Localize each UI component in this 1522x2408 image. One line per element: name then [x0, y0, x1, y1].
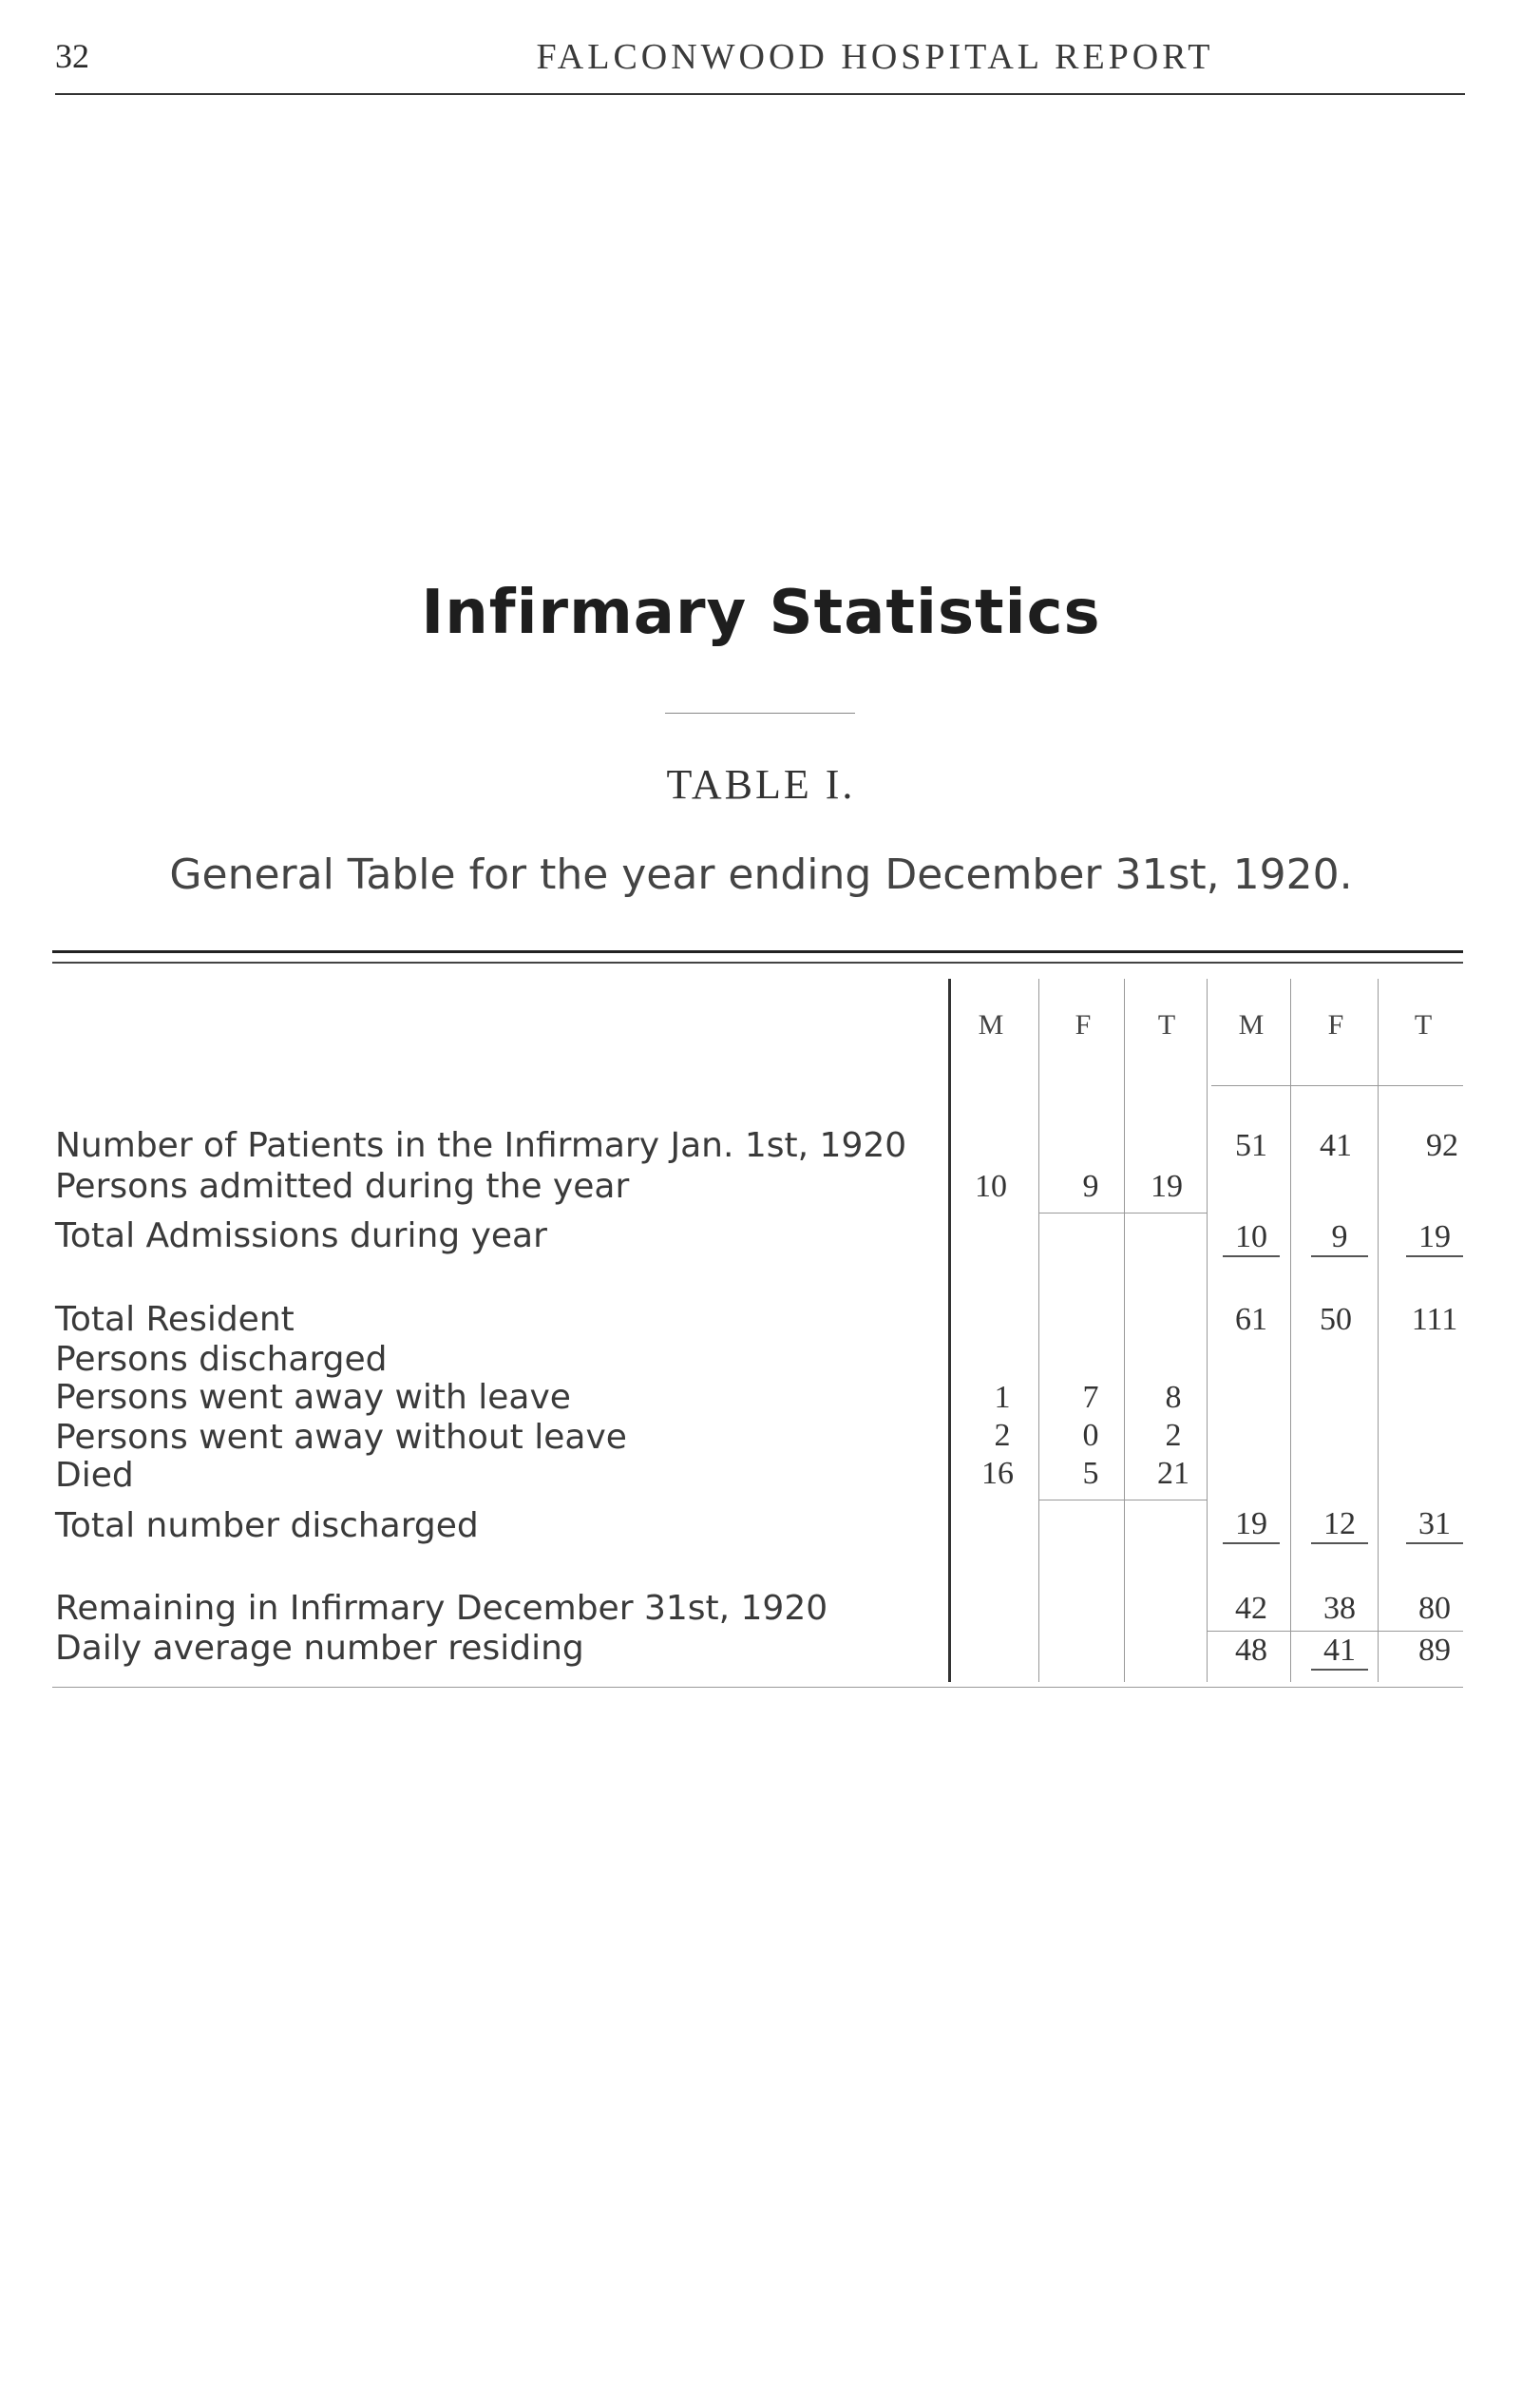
row-label: Total Resident	[55, 1300, 295, 1339]
table-cell: 21	[1157, 1456, 1189, 1491]
row-label: Persons went away with leave	[55, 1378, 571, 1417]
table-bottom-rule	[52, 1687, 1463, 1688]
table-cell: 10	[1223, 1219, 1280, 1257]
table-cell: 19	[1223, 1506, 1280, 1544]
running-title: FALCONWOOD HOSPITAL REPORT	[536, 37, 1214, 77]
table-top-rule	[52, 950, 1463, 953]
table-cell: 9	[1082, 1169, 1099, 1204]
table-cell: 10	[975, 1169, 1007, 1204]
table-cell: 80	[1418, 1591, 1451, 1626]
table-cell: 50	[1320, 1302, 1352, 1337]
column-rule	[1207, 979, 1208, 1682]
row-label: Persons went away without leave	[55, 1418, 627, 1457]
column-header: F	[1075, 1009, 1092, 1041]
table-top-rule-inner	[52, 962, 1463, 964]
title-rule	[665, 713, 855, 714]
table-cell: 12	[1311, 1506, 1368, 1544]
column-rule	[1290, 979, 1291, 1682]
table-cell: 19	[1406, 1219, 1463, 1257]
table-subtitle: General Table for the year ending December 31st, 1920.	[169, 850, 1353, 899]
table-cell: 41	[1320, 1128, 1352, 1163]
column-header: M	[978, 1009, 1004, 1041]
row-label: Daily average number residing	[55, 1629, 584, 1668]
table-cell: 51	[1235, 1128, 1267, 1163]
column-header: M	[1238, 1009, 1265, 1041]
table-cell: 111	[1411, 1302, 1458, 1337]
column-header: T	[1157, 1009, 1176, 1041]
page-title: Infirmary Statistics	[421, 578, 1101, 648]
row-label: Persons discharged	[55, 1340, 388, 1379]
column-rule	[1378, 979, 1379, 1682]
table-cell: 92	[1426, 1128, 1458, 1163]
page-number: 32	[55, 37, 89, 75]
row-label: Number of Patients in the Infirmary Jan. 1st, 1920	[55, 1126, 907, 1165]
row-label: Died	[55, 1456, 134, 1495]
row-label: Total Admissions during year	[55, 1216, 547, 1255]
column-header: T	[1414, 1009, 1433, 1041]
table-cell: 48	[1235, 1633, 1267, 1668]
table-cell: 19	[1151, 1169, 1183, 1204]
table-label: TABLE I.	[666, 761, 856, 808]
header-rule	[55, 93, 1465, 95]
table-cell: 5	[1082, 1456, 1099, 1491]
table-cell: 2	[1165, 1418, 1182, 1453]
table-cell: 0	[1082, 1418, 1099, 1453]
table-cell: 8	[1165, 1380, 1182, 1415]
table-cell: 41	[1311, 1633, 1368, 1671]
table-cell: 89	[1418, 1633, 1451, 1668]
table-cell: 1	[994, 1380, 1011, 1415]
row-label: Remaining in Infirmary December 31st, 1920	[55, 1589, 828, 1628]
subtotal-rule	[1207, 1631, 1463, 1632]
table-cell: 16	[981, 1456, 1014, 1491]
table-cell: 42	[1235, 1591, 1267, 1626]
header-divider	[1211, 1085, 1463, 1086]
table-cell: 9	[1311, 1219, 1368, 1257]
column-rule-main	[948, 979, 951, 1682]
table-cell: 2	[994, 1418, 1011, 1453]
table-cell: 7	[1082, 1380, 1099, 1415]
column-rule	[1038, 979, 1039, 1682]
row-label: Persons admitted during the year	[55, 1167, 630, 1206]
row-label: Total number discharged	[55, 1506, 479, 1545]
column-rule	[1124, 979, 1125, 1682]
subtotal-rule	[1038, 1213, 1207, 1214]
table-cell: 31	[1406, 1506, 1463, 1544]
table-cell: 38	[1323, 1591, 1356, 1626]
table-cell: 61	[1235, 1302, 1267, 1337]
column-header: F	[1327, 1009, 1344, 1041]
